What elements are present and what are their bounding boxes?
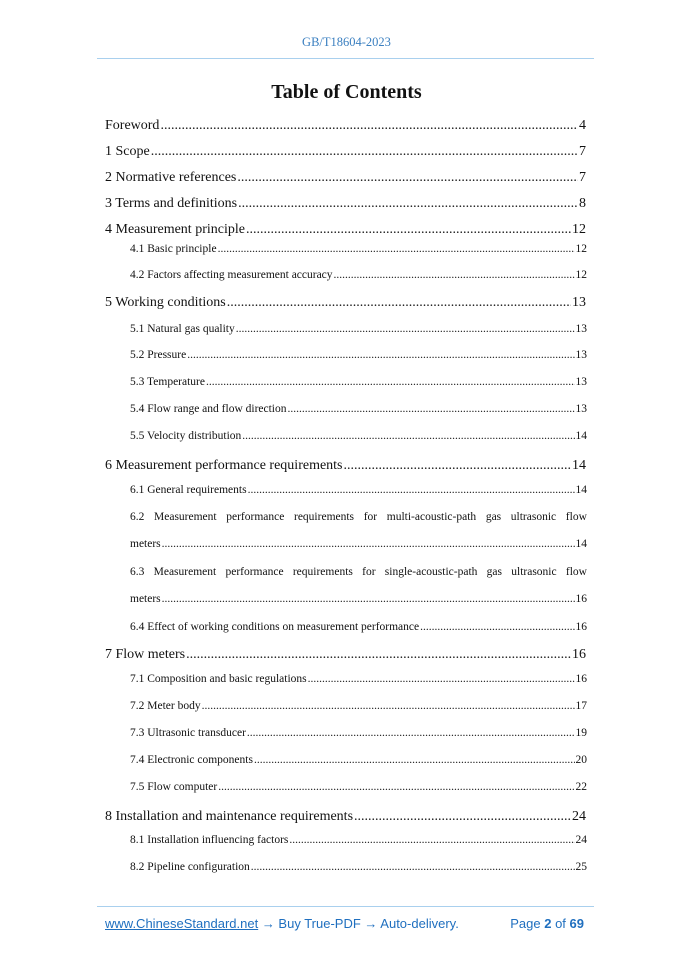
toc-entry-label: 6 Measurement performance requirements	[105, 458, 343, 473]
toc-entry-label: 5.1 Natural gas quality	[130, 323, 235, 335]
toc-entry-word: ultrasonic	[510, 511, 557, 523]
leader-dots	[254, 754, 575, 766]
toc-entry-page: 8	[579, 196, 586, 211]
toc-entry-word: for	[363, 511, 378, 523]
toc-entry-page: 16	[575, 621, 587, 633]
leader-dots	[162, 593, 575, 605]
leader-dots	[238, 196, 578, 212]
toc-entry-word: ultrasonic	[511, 566, 557, 578]
footer	[105, 916, 584, 931]
toc-entry[interactable]	[130, 323, 587, 335]
toc-entry[interactable]	[105, 458, 586, 474]
leader-dots	[289, 834, 574, 846]
toc-entry-word: 6.2	[130, 511, 145, 523]
toc-entry-word: performance	[225, 566, 284, 578]
toc-entry-page: 13	[575, 323, 587, 335]
leader-dots	[248, 484, 575, 496]
toc-entry-label: 2 Normative references	[105, 170, 237, 185]
toc-entry[interactable]	[105, 118, 586, 134]
toc-entry[interactable]	[130, 430, 587, 442]
toc-entry[interactable]	[130, 349, 587, 361]
toc-entry-word: requirements	[292, 566, 353, 578]
leader-dots	[237, 170, 578, 186]
toc-entry-word: 6.3	[130, 566, 145, 578]
toc-entry-label: 7.2 Meter body	[130, 700, 201, 712]
toc-entry-label: 5.5 Velocity distribution	[130, 430, 242, 442]
toc-entry[interactable]	[130, 593, 587, 605]
toc-entry[interactable]	[130, 403, 587, 415]
toc-entry-page: 16	[575, 673, 587, 685]
toc-entry[interactable]	[130, 269, 587, 281]
leader-dots	[151, 144, 578, 160]
toc-entry[interactable]	[105, 222, 586, 238]
leader-dots	[206, 376, 575, 388]
leader-dots	[186, 647, 571, 663]
leader-dots	[420, 621, 574, 633]
toc-entry[interactable]	[130, 781, 587, 793]
leader-dots	[354, 809, 571, 825]
toc-entry-first-line[interactable]	[130, 511, 587, 523]
toc-entry[interactable]	[130, 727, 587, 739]
toc-entry-label: 6.4 Effect of working conditions on measurement performance	[130, 621, 420, 633]
toc-entry-page: 17	[575, 700, 587, 712]
toc-entry[interactable]	[105, 196, 586, 212]
toc-entry-page: 13	[572, 295, 586, 310]
toc-entry-page: 7	[579, 144, 586, 159]
toc-entry-word: flow	[565, 511, 587, 523]
toc-entry[interactable]	[130, 621, 587, 633]
toc-entry-label: 1 Scope	[105, 144, 150, 159]
page-indicator	[510, 916, 584, 931]
toc-entry-label: 8.1 Installation influencing factors	[130, 834, 289, 846]
toc-entry[interactable]	[105, 144, 586, 160]
toc-entry-page: 24	[575, 834, 587, 846]
page-title: Table of Contents	[271, 81, 422, 103]
toc-entry-page: 16	[572, 647, 586, 662]
toc-entry-label: 8 Installation and maintenance requirements	[105, 809, 354, 824]
toc-entry-page: 24	[572, 809, 586, 824]
leader-dots	[251, 861, 575, 873]
leader-dots	[218, 243, 575, 255]
toc-entry-label: 7.3 Ultrasonic transducer	[130, 727, 246, 739]
toc-entry-word: Measurement	[154, 511, 217, 523]
toc-entry-label: meters	[130, 538, 161, 550]
leader-dots	[160, 118, 578, 134]
leader-dots	[202, 700, 575, 712]
toc-entry-label: 7 Flow meters	[105, 647, 186, 662]
leader-dots	[246, 222, 571, 238]
toc-entry-label: 5.3 Temperature	[130, 376, 205, 388]
toc-entry[interactable]	[105, 809, 586, 825]
toc-entry-page: 14	[572, 458, 586, 473]
leader-dots	[334, 269, 575, 281]
toc-entry-label: 7.5 Flow computer	[130, 781, 218, 793]
toc-entry-page: 13	[575, 403, 587, 415]
toc-entry-page: 19	[575, 727, 587, 739]
toc-entry-label: 5.4 Flow range and flow direction	[130, 403, 287, 415]
toc-entry-word: gas	[486, 566, 502, 578]
toc-entry[interactable]	[105, 170, 586, 186]
toc-entry-label: 3 Terms and definitions	[105, 196, 238, 211]
toc-entry[interactable]	[130, 484, 587, 496]
leader-dots	[187, 349, 574, 361]
toc-entry[interactable]	[130, 243, 587, 255]
toc-entry-label: 5 Working conditions	[105, 295, 226, 310]
toc-entry[interactable]	[130, 376, 587, 388]
toc-entry-page: 14	[575, 538, 587, 550]
toc-entry[interactable]	[130, 861, 587, 873]
toc-entry-first-line[interactable]	[130, 566, 587, 578]
toc-entry-page: 12	[575, 243, 587, 255]
toc-entry-page: 16	[575, 593, 587, 605]
toc-entry-word: multi-acoustic-path	[386, 511, 477, 523]
toc-entry-label: 6.1 General requirements	[130, 484, 247, 496]
toc-entry-page: 22	[575, 781, 587, 793]
toc-entry-page: 12	[575, 269, 587, 281]
toc-entry-page: 7	[579, 170, 586, 185]
toc-entry-page: 25	[575, 861, 587, 873]
leader-dots	[242, 430, 574, 442]
toc-entry-label: 5.2 Pressure	[130, 349, 187, 361]
footer-promo	[105, 916, 459, 931]
toc-entry-label: 7.1 Composition and basic regulations	[130, 673, 307, 685]
leader-dots	[227, 295, 571, 311]
toc-entry-label: 7.4 Electronic components	[130, 754, 253, 766]
toc-entry-page: 14	[575, 484, 587, 496]
toc-entry[interactable]	[130, 834, 587, 846]
toc-entry-word: single-acoustic-path	[384, 566, 478, 578]
toc-entry-page: 13	[575, 349, 587, 361]
toc-entry-page: 20	[575, 754, 587, 766]
toc-entry-page: 4	[579, 118, 586, 133]
toc-entry[interactable]	[130, 754, 587, 766]
toc-entry-page: 13	[575, 376, 587, 388]
toc-entry-word: gas	[485, 511, 502, 523]
toc-entry[interactable]	[130, 700, 587, 712]
toc-entry-word: requirements	[294, 511, 355, 523]
toc-entry-page: 14	[575, 430, 587, 442]
document-id-header: GB/T18604-2023	[302, 35, 391, 49]
toc-entry-word: for	[362, 566, 376, 578]
toc-entry[interactable]	[130, 673, 587, 685]
leader-dots	[247, 727, 575, 739]
footer-divider	[97, 906, 594, 907]
toc-entry[interactable]	[105, 647, 586, 663]
toc-entry-page: 12	[572, 222, 586, 237]
toc-entry-label: meters	[130, 593, 161, 605]
leader-dots	[288, 403, 575, 415]
leader-dots	[308, 673, 575, 685]
leader-dots	[218, 781, 574, 793]
header-divider	[97, 58, 594, 59]
toc-entry-word: Measurement	[153, 566, 217, 578]
toc-entry-label: 4.2 Factors affecting measurement accuracy	[130, 269, 333, 281]
page-of: of	[551, 916, 570, 931]
leader-dots	[162, 538, 575, 550]
leader-dots	[236, 323, 575, 335]
current-page: 2	[544, 916, 552, 931]
toc-entry-label: 4.1 Basic principle	[130, 243, 217, 255]
toc-entry-label: 8.2 Pipeline configuration	[130, 861, 250, 873]
page-prefix: Page	[510, 916, 545, 931]
leader-dots	[344, 458, 571, 474]
toc-entry-word: performance	[226, 511, 285, 523]
toc-entry-word: flow	[565, 566, 587, 578]
website-link[interactable]: www.ChineseStandard.net	[105, 916, 259, 931]
toc-entry-label: 4 Measurement principle	[105, 222, 245, 237]
toc-entry-label: Foreword	[105, 118, 160, 133]
toc-entry[interactable]	[105, 295, 586, 311]
promo-text: → Buy True-PDF → Auto-delivery.	[258, 916, 459, 931]
total-pages: 69	[569, 916, 584, 931]
toc-entry[interactable]	[130, 538, 587, 550]
